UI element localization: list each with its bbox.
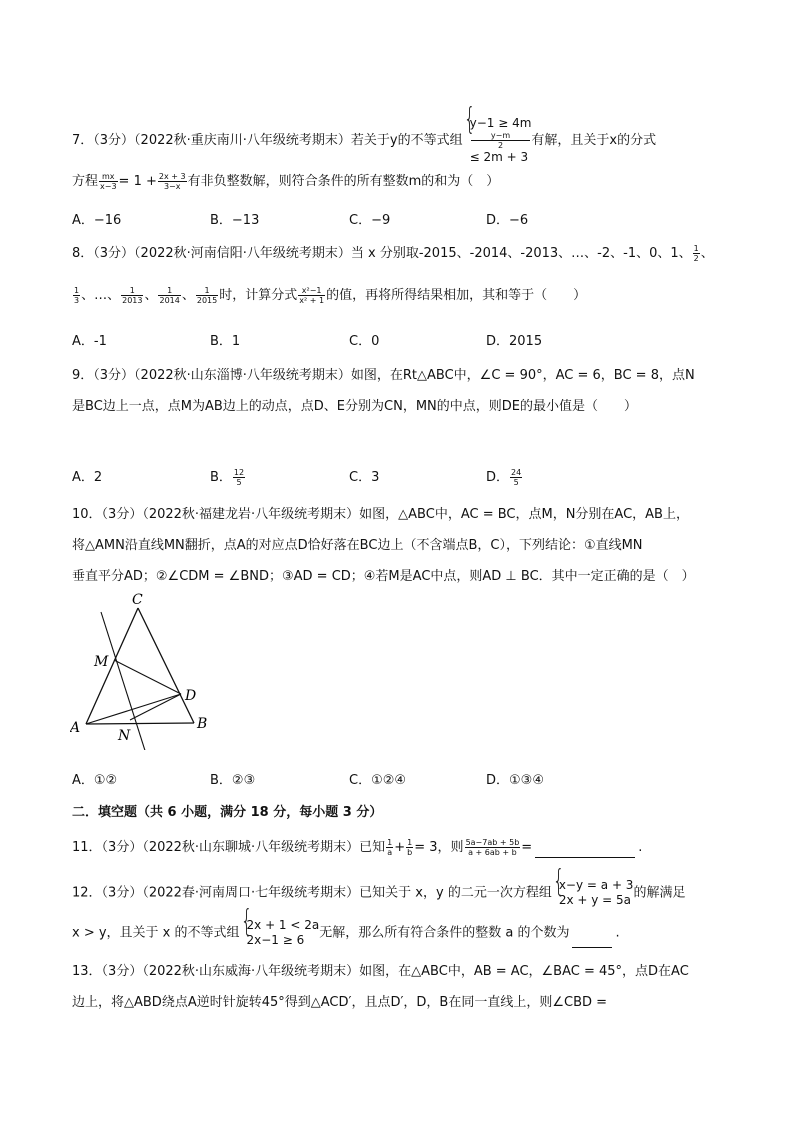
fraction-denominator: 3 [74,296,80,305]
q12-stem-end: 无解，那么所有符合条件的整数 a 的个数为 [319,925,570,941]
q7-equation-label: 方程 [72,174,99,189]
fraction-denominator: x−3 [100,182,117,191]
segment-nd [130,694,181,720]
q12-stem-cont: x > y，且关于 x 的不等式组 [72,925,240,941]
q8-fraction-2013 [121,286,143,305]
q7-ineq-2-fraction [471,131,531,150]
q9-option-b[interactable] [210,466,246,487]
q8-separator: 、 [144,288,158,303]
fraction-numerator: 2x + 3 [158,172,186,181]
fraction-denominator: 5 [513,478,519,487]
q8-option-c[interactable]: C．0 [349,334,380,349]
q8-option-a[interactable]: A．-1 [72,334,107,349]
q9-option-d-fraction [510,468,522,487]
q12-equation-system [552,878,634,908]
q8-fraction-half [693,244,700,263]
q8-fraction-2015 [196,286,218,305]
fraction-denominator: a [387,848,393,857]
fraction-numerator: 1 [121,286,143,296]
q7-option-c[interactable]: C．−9 [349,213,391,228]
q10-triangle-figure [70,590,220,750]
question-11-line [72,838,724,858]
segment-ad [86,694,181,724]
q11-fraction-a [386,838,393,857]
q7-options [72,209,722,229]
q7-fraction-1 [99,172,118,191]
question-12-line-2 [72,918,724,948]
label-b: B [197,716,208,732]
q8-separator: 、 [181,288,195,303]
label-a: A [70,720,81,736]
question-10-line-1: 10．（3分）（2022秋·福建龙岩·八年级统考期末）如图，△ABC中，AC = BC，点M，N分别在AC，AB上， [72,507,689,522]
q10-option-b[interactable]: B．②③ [210,773,256,788]
q11-plus: + [394,840,406,855]
label-m: M [94,654,109,670]
q11-fraction-b [406,838,413,857]
fraction-denominator: x² + 1 [299,296,325,305]
question-7-line-2 [72,172,724,192]
q12-stem-mid: 的解满足 [633,885,686,901]
question-8-line-1 [72,244,724,264]
q9-option-d[interactable] [486,466,523,487]
fraction-denominator: 3−x [163,182,181,191]
fraction-numerator: x²−1 [298,286,325,296]
q7-ineq-2 [470,131,532,165]
q9-option-b-label: B． [210,470,232,485]
fraction-numerator: 5a−7ab + 5b [465,838,520,847]
question-7-line-1 [72,116,724,165]
q7-stem-start: 7．（3分）（2022秋·重庆南川·八年级统考期末）若关于y的不等式组 [72,133,463,148]
q12-answer-blank[interactable] [572,933,612,948]
label-c: C [132,592,143,608]
q7-equals: = 1 + [118,174,157,189]
q9-option-b-fraction [233,468,245,487]
label-n: N [118,728,131,744]
question-10-line-3: 垂直平分AD；②∠CDM = ∠BND；③AD = CD；④若M是AC中点，则AD ⊥ BC．其中一定正确的是（ ） [72,569,695,584]
q10-option-c[interactable]: C．①②④ [349,773,407,788]
q8-separator: 、 [700,246,714,261]
q12-equation-2: 2x + y = 5a [558,893,632,907]
q12-inequality-2: 2x−1 ≥ 6 [246,933,305,947]
q11-equals: = [521,840,533,855]
q8-options [72,330,722,350]
q7-option-d[interactable]: D．−6 [486,213,529,228]
fraction-denominator: 2013 [122,296,143,305]
q8-stem-end: 的值，再将所得结果相加，其和等于（ ） [326,288,587,303]
q7-stem-end: 有非负整数解，则符合条件的所有整数m的和为（ ） [187,174,500,189]
q7-ineq-1: { y−1 ≥ 4m [469,116,532,130]
fraction-denominator: 2 [497,141,504,150]
question-12-line-1 [72,878,724,908]
q8-stem-mid: 时，计算分式 [219,288,298,303]
q7-ineq-2-rest: ≤ 2m + 3 [469,150,529,164]
q10-options [72,769,722,789]
fraction-denominator: 5 [236,478,242,487]
q7-option-a[interactable]: A．−16 [72,213,122,228]
q11-period: . [638,840,643,855]
q12-period: . [615,925,620,941]
q8-ellipsis: 、…、 [81,288,121,303]
q7-option-b[interactable]: B．−13 [210,213,260,228]
fraction-numerator: 1 [693,244,699,253]
label-d: D [185,688,197,704]
q9-option-d-label: D． [486,470,510,485]
fraction-numerator: 24 [511,468,522,477]
question-13-line-2: 边上，将△ABD绕点A逆时针旋转45°得到△ACD′，且点D′，D，B在同一直线上，则∠CBD = [72,995,608,1010]
section-heading-fill-in: 二．填空题（共 6 小题，满分 18 分，每小题 3 分） [72,805,383,820]
q7-inequality-system [463,116,532,165]
q10-option-d[interactable]: D．①③④ [486,773,544,788]
fraction-numerator: 1 [407,838,413,847]
q11-stem-start: 11．（3分）（2022秋·山东聊城·八年级统考期末）已知 [72,840,386,855]
question-13-line-1: 13．（3分）（2022秋·山东威海·八年级统考期末）如图，在△ABC中，AB = AC，∠BAC = 45°，点D在AC [72,964,689,979]
fraction-denominator: b [407,848,413,857]
question-9-line-1: 9．（3分）（2022秋·山东淄博·八年级统考期末）如图，在Rt△ABC中，∠C = 90°，AC = 6，BC = 8，点N [72,368,695,383]
fraction-numerator: 1 [387,838,393,847]
q8-option-d[interactable]: D．2015 [486,334,543,349]
q9-option-c[interactable]: C．3 [349,470,380,485]
segment-ab [86,723,194,724]
q8-option-b[interactable]: B．1 [210,334,241,349]
question-10-line-2: 将△AMN沿直线MN翻折，点A的对应点D恰好落在BC边上（不含端点B，C），下列结论：①直线MN [72,538,643,553]
question-8-line-2 [72,286,724,306]
q8-fraction-2014 [158,286,180,305]
q8-fraction-third [73,286,80,305]
question-9-line-2: 是BC边上一点，点M为AB边上的动点，点D、E分别为CN，MN的中点，则DE的最小值是（ ） [72,399,637,414]
fraction-numerator: 12 [233,468,245,477]
q12-inequality-system [240,918,320,948]
q11-expression [465,838,521,857]
fraction-denominator: 2014 [159,296,180,305]
fraction-numerator: mx [99,172,118,182]
q8-stem-start: 8．（3分）（2022秋·河南信阳·八年级统考期末）当 x 分别取-2015、-2014、-2013、…、-2、-1、0、1、 [72,246,692,261]
segment-cb [138,608,197,723]
fraction-numerator: 1 [158,286,180,296]
q11-answer-blank[interactable] [535,843,635,858]
q9-options [72,466,722,486]
fraction-numerator: 1 [74,286,80,295]
q7-stem-mid: 有解，且关于x的分式 [531,133,657,148]
q12-equation-1: { x−y = a + 3 [558,878,634,892]
q7-fraction-2 [158,172,187,191]
q12-inequality-1: { 2x + 1 < 2a [246,918,320,932]
q8-expression [298,286,325,305]
q10-option-a[interactable]: A．①② [72,773,118,788]
fraction-denominator: 2015 [196,296,218,305]
q12-stem-start: 12．（3分）（2022春·河南周口·七年级统考期末）已知关于 x，y 的二元一次方程组 [72,885,552,901]
q11-stem-mid: = 3，则 [414,840,464,855]
fraction-denominator: a + 6ab + b [468,848,517,857]
q9-option-a[interactable]: A．2 [72,470,103,485]
fraction-denominator: 2 [693,254,699,263]
fraction-numerator: y−m [471,131,531,141]
fraction-numerator: 1 [196,286,218,296]
